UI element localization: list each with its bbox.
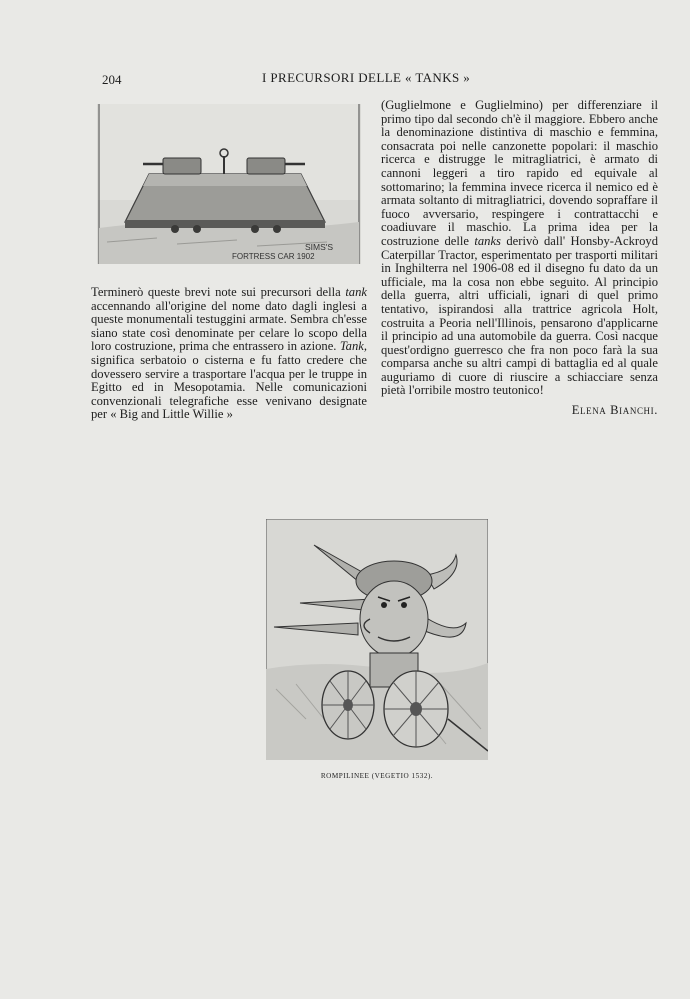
italic-term: tanks [474,233,501,248]
rompilinee-illustration [266,519,488,760]
right-column [381,99,658,418]
left-column [91,286,367,422]
figure-caption: ROMPILINEE (VEGETIO 1532). [320,772,434,780]
italic-term: Tank, [339,339,367,354]
italic-term: tank [345,285,367,299]
page-number: 204 [102,72,122,87]
left-paragraph [91,286,367,422]
text-run: (Guglielmone e Guglielmino) per differenziare il primo tipo dal secondo ch'è il maggiore. Ebbero anche la denominazione distintiva di maschio e femmina, consacrata poi nelle canzonette popolari: il maschio ricerca e distrugge le mitragliatrici, è armato di cannoni leggeri a tiro rapido ed equivale al sottomarino; la femmina invece ricerca il nemico ed è armata soltanto di mitragliatrici, dovendo sopraffare il fuoco avversario, respingere i contrattacchi e coadiuvare il maschio. La prima idea per la costruzione delle [381,98,658,248]
figure-label-caption: FORTRESS CAR 1902 [232,252,315,261]
running-title: I PRECURSORI DELLE « TANKS » [262,70,471,85]
fortress-car-illustration [97,104,361,264]
text-run: derivò dall' Honsby-Ackroyd Caterpillar Tractor, esperimentato per trasporti militari in Inghilterra nel 1906-08 ed il disegno fu dato da un ufficiale, ma la cosa non ebbe seguito. Al principio della guerra, altri ufficiali, ignari di quel primo tentativo, ispirandosi alla trattrice agricola Holt, costruita a Peoria nell'Illinois, pensarono d'applicarne il principio ad una automobile da guerra. Così nacque quest'ordigno guerresco che fra non poco farà la sua comparsa anche su altri campi di battaglia ed al quale auguriamo di cuore di riuscire a schiacciare senza pietà l'orribile mostro teutonico! [381,233,658,398]
text-run: Terminerò queste brevi note sui precursori della [91,285,346,299]
text-run: significa serbatoio o cisterna e fu fatto credere che dovessero servire a trasportare l'acqua per le truppe in Egitto ed in Mesopotamia. Nelle comunicazioni convenzionali telegrafiche esse venivano designate per « Big and Little Willie » [91,352,367,422]
figure-label-name: SIMS'S [305,242,334,252]
author-signature: Elena Bianchi. [571,403,658,418]
page-header [0,70,690,90]
text-run: accennando all'origine del nome dato dagli inglesi a queste monumentali testuggini armate. Sembra ch'esse siano state così denominate per celare lo scopo della loro costruzione, prima che entrassero in azione. [91,298,367,354]
right-paragraph [381,99,658,398]
